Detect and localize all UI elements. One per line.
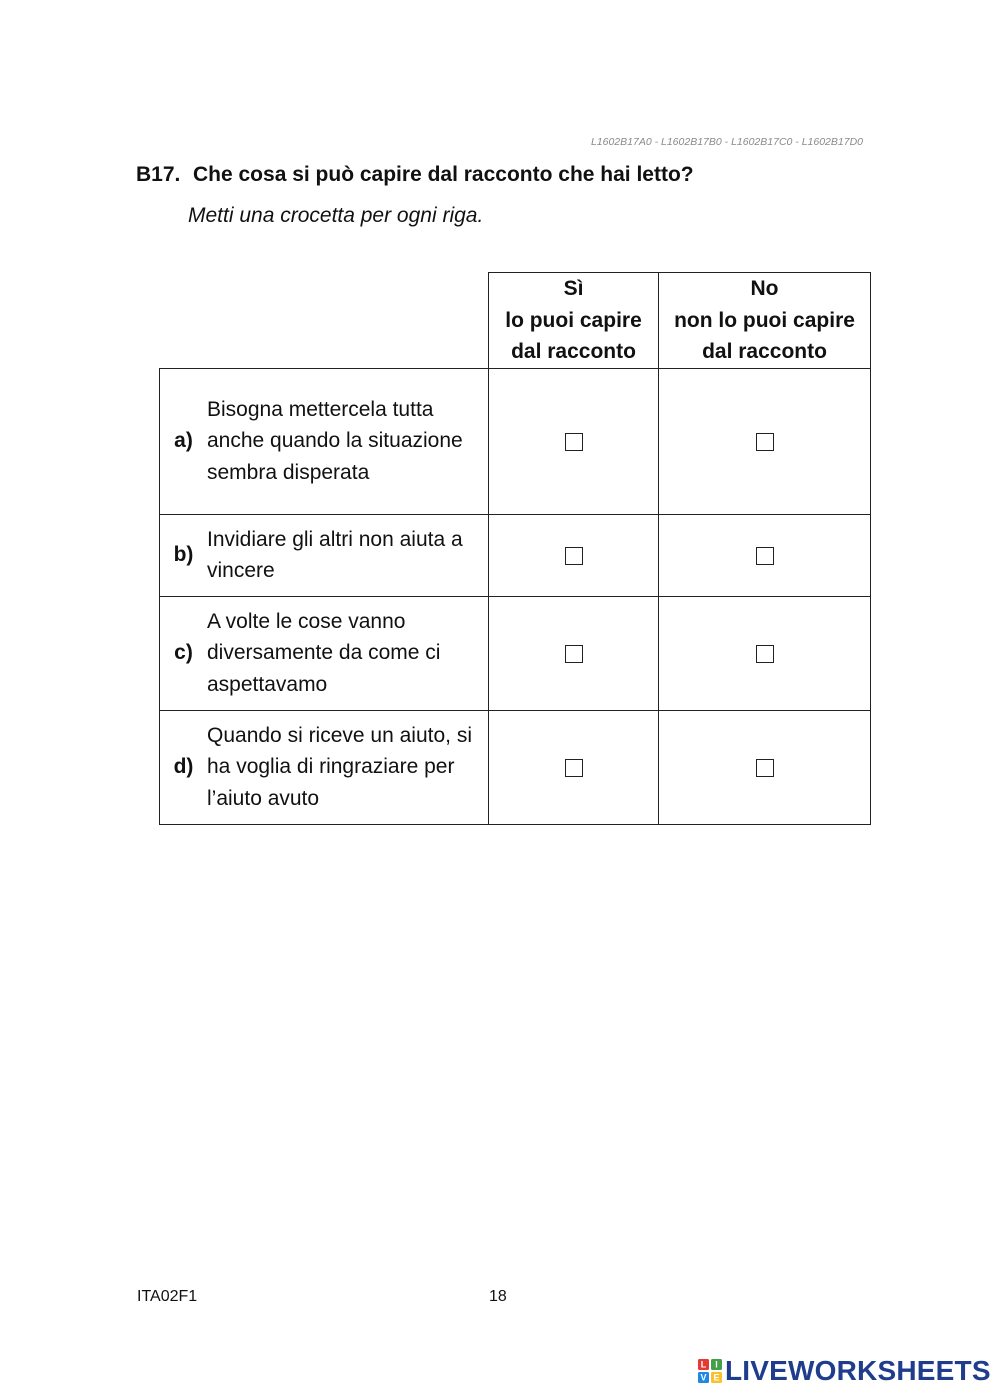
table-row: [160, 710, 871, 824]
column-no-line1: non lo puoi capire: [674, 308, 855, 332]
statement-text: A volte le cose vanno diversamente da come ci aspettavamo: [207, 609, 441, 696]
column-no-line2: dal racconto: [702, 340, 827, 363]
blank-corner-cell: [160, 273, 489, 369]
instruction-text: Metti una crocetta per ogni riga.: [188, 204, 484, 227]
row-letter: b): [173, 543, 194, 567]
no-checkbox[interactable]: [756, 547, 774, 565]
yes-checkbox[interactable]: [565, 645, 583, 663]
no-checkbox[interactable]: [756, 433, 774, 451]
row-letter: c): [174, 641, 193, 665]
statement-cell: [160, 710, 489, 824]
yes-checkbox[interactable]: [565, 433, 583, 451]
liveworksheets-logo-icon: [698, 1359, 722, 1383]
no-cell: [659, 596, 871, 710]
question-number: B17.: [136, 163, 181, 186]
no-checkbox[interactable]: [756, 645, 774, 663]
item-codes: L1602B17A0 - L1602B17B0 - L1602B17C0 - L1602B17D0: [590, 136, 863, 148]
column-yes-line2: dal racconto: [511, 340, 636, 363]
table-row: [160, 596, 871, 710]
column-yes-line1: lo puoi capire: [505, 308, 642, 332]
no-checkbox[interactable]: [756, 759, 774, 777]
brand-text: LIVEWORKSHEETS: [725, 1355, 991, 1386]
statement-text: Bisogna mettercela tutta anche quando la situazione sembra disperata: [207, 397, 463, 484]
table-row: [160, 368, 871, 514]
column-header-no: [659, 273, 871, 369]
answer-table: [159, 272, 871, 825]
yes-cell: [489, 368, 659, 514]
yes-cell: [489, 514, 659, 596]
row-letter: a): [174, 429, 193, 453]
statement-text: Quando si riceve un aiuto, si ha voglia di ringraziare per l’aiuto avuto: [207, 723, 472, 810]
statement-text: Invidiare gli altri non aiuta a vincere: [207, 527, 463, 582]
no-cell: [659, 368, 871, 514]
question-heading: [136, 163, 694, 187]
yes-checkbox[interactable]: [565, 547, 583, 565]
yes-cell: [489, 596, 659, 710]
liveworksheets-brand: [698, 1357, 991, 1385]
row-letter: d): [173, 755, 194, 779]
page-number: 18: [489, 1288, 507, 1305]
document-code: ITA02F1: [137, 1288, 198, 1305]
yes-checkbox[interactable]: [565, 759, 583, 777]
statement-cell: [160, 596, 489, 710]
question-text: Che cosa si può capire dal racconto che hai letto?: [193, 163, 694, 186]
logo-letter-i: I: [715, 1359, 718, 1370]
yes-cell: [489, 710, 659, 824]
no-cell: [659, 514, 871, 596]
logo-letter-v: V: [700, 1372, 707, 1383]
column-no-title: No: [750, 277, 779, 300]
statement-cell: [160, 514, 489, 596]
no-cell: [659, 710, 871, 824]
logo-letter-e: E: [713, 1372, 720, 1383]
column-yes-title: Sì: [563, 277, 584, 300]
column-header-yes: [489, 273, 659, 369]
statement-cell: [160, 368, 489, 514]
table-row: [160, 514, 871, 596]
logo-letter-l: L: [700, 1359, 707, 1370]
table-header-row: [160, 273, 871, 369]
